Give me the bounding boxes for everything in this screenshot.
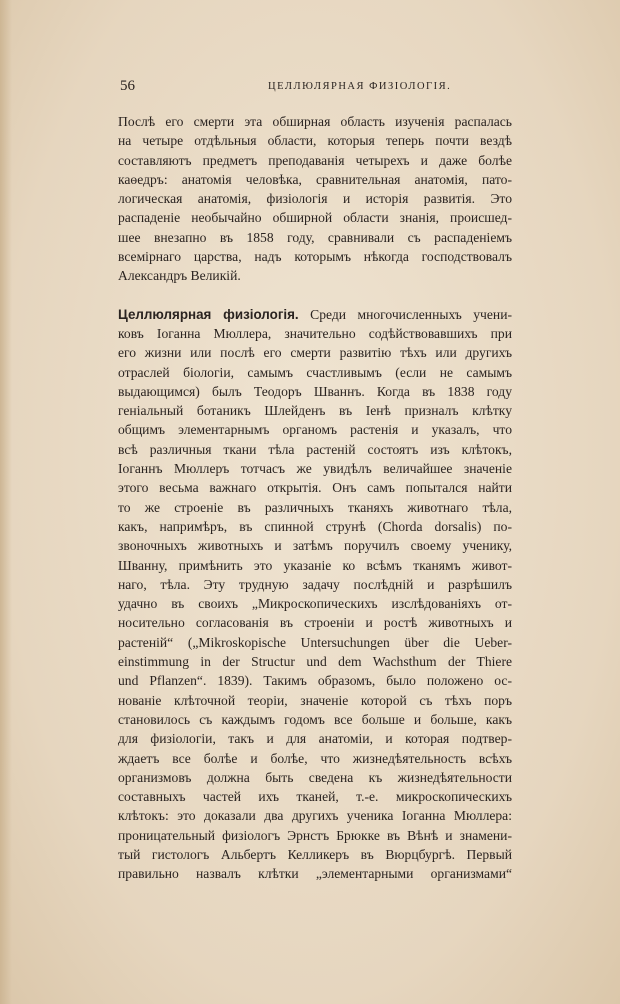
page-edge-shadow <box>0 0 12 1004</box>
text-line: проницательный физiологъ Эрнстъ Брюкке въ Вѣнѣ и знамени- <box>118 827 512 843</box>
page-number: 56 <box>120 78 135 94</box>
text-line: этого весьма важнаго открытiя. Онъ самъ попытался найти <box>118 480 512 496</box>
paragraph-1 <box>118 112 512 286</box>
text-line: Шванну, примѣнить это указанiе ко всѣмъ тканямъ живот- <box>118 557 512 573</box>
text-line: на четыре отдѣльныя области, которыя теперь почти вездѣ <box>118 133 512 149</box>
text-line: und Pflanzen“. 1839). Такимъ образомъ, было положено ос- <box>118 673 512 689</box>
page-body <box>118 112 512 884</box>
text-line: шее внезапно въ 1858 году, сравнивали съ распаденiемъ <box>118 229 512 245</box>
text-line: Александръ Великiй. <box>118 268 241 284</box>
text-line: какъ, напримѣръ, въ спинной струнѣ (Chorda dorsalis) по- <box>118 518 512 534</box>
paragraph-2 <box>118 305 512 884</box>
text-line: общимъ элементарнымъ органомъ растенiя и указалъ, что <box>118 422 512 438</box>
text-line: то же строенiе въ различныхъ тканяхъ животнаго тѣла, <box>118 499 512 515</box>
text-line: всѣ различныя ткани тѣла растенiй состоятъ изъ клѣтокъ, <box>118 441 512 457</box>
text-line: генiальный ботаникъ Шлейденъ въ Iенѣ призналъ клѣтку <box>118 403 512 419</box>
text-line: выдающимся) былъ Теодоръ Шваннъ. Когда въ 1838 году <box>118 383 512 399</box>
text-line: ждаетъ все болѣе и болѣе, что жизнедѣятельность всѣхъ <box>118 750 512 766</box>
section-heading: Целлюлярная физiологiя. <box>118 306 299 322</box>
heading-line-rest: Среди многочисленныхъ учени- <box>310 306 512 322</box>
text-line: каѳедръ: анатомiя человѣка, сравнительная анатомiя, пато- <box>118 171 512 187</box>
text-line: наго, тѣла. Эту трудную задачу послѣднiй и разрѣшилъ <box>118 576 512 592</box>
text-line: составныхъ частей ихъ тканей, т.-е. микроскопическихъ <box>118 789 512 805</box>
text-line: для физiологiи, такъ и для анатомiи, и которая подтвер- <box>118 731 512 747</box>
text-line: его жизни или послѣ его смерти развитiю тѣхъ или другихъ <box>118 345 512 361</box>
text-line: всемiрнаго царства, надъ которымъ нѣкогда господствовалъ <box>118 249 512 265</box>
text-line: einstimmung in der Structur und dem Wachsthum der Thiere <box>118 654 512 670</box>
text-line: ковъ Iоганна Мюллера, значительно содѣйствовавшихъ при <box>118 325 512 341</box>
text-line: распаденiе необычайно обширной области знанiя, происшед- <box>118 210 512 226</box>
text-line: носительно согласованiя въ строенiи и ростѣ животныхъ и <box>118 615 512 631</box>
text-line: организмовъ должна быть сведена къ жизнедѣятельности <box>118 769 512 785</box>
text-line: растенiй“ („Mikroskopische Untersuchungen über die Ueber- <box>118 634 512 650</box>
text-line: правильно назвалъ клѣтки „элементарными организмами“ <box>118 866 512 882</box>
text-line: клѣтокъ: это доказали два другихъ ученика Iоганна Мюллера: <box>118 808 512 824</box>
text-line: Iоганнъ Мюллеръ тотчасъ же увидѣлъ величайшее значенiе <box>118 461 512 477</box>
text-line: составляютъ предметъ преподаванiя четырехъ и даже болѣе <box>118 152 512 168</box>
text-line: становилось съ каждымъ годомъ все больше и больше, какъ <box>118 711 512 727</box>
text-line: отраслей бiологiи, самымъ счастливымъ (если не самымъ <box>118 364 512 380</box>
text-line: нованiе клѣточной теорiи, значенiе которой съ тѣхъ поръ <box>118 692 512 708</box>
text-line: удачно въ своихъ „Микроскопическихъ изслѣдованiяхъ от- <box>118 596 512 612</box>
text-line: Послѣ его смерти эта обширная область изученiя распалась <box>118 114 512 129</box>
page-header <box>120 78 510 98</box>
text-line: логическая анатомiя, физiологiя и исторiя развитiя. Это <box>118 191 512 207</box>
text-line: тый гистологъ Альбертъ Келликеръ въ Вюрцбургѣ. Первый <box>118 846 512 862</box>
section-first-line <box>118 305 512 324</box>
running-head: ЦЕЛЛЮЛЯРНАЯ ФИЗIОЛОГIЯ. <box>268 81 452 92</box>
text-line: звоночныхъ животныхъ и затѣмъ поручилъ своему ученику, <box>118 538 512 554</box>
